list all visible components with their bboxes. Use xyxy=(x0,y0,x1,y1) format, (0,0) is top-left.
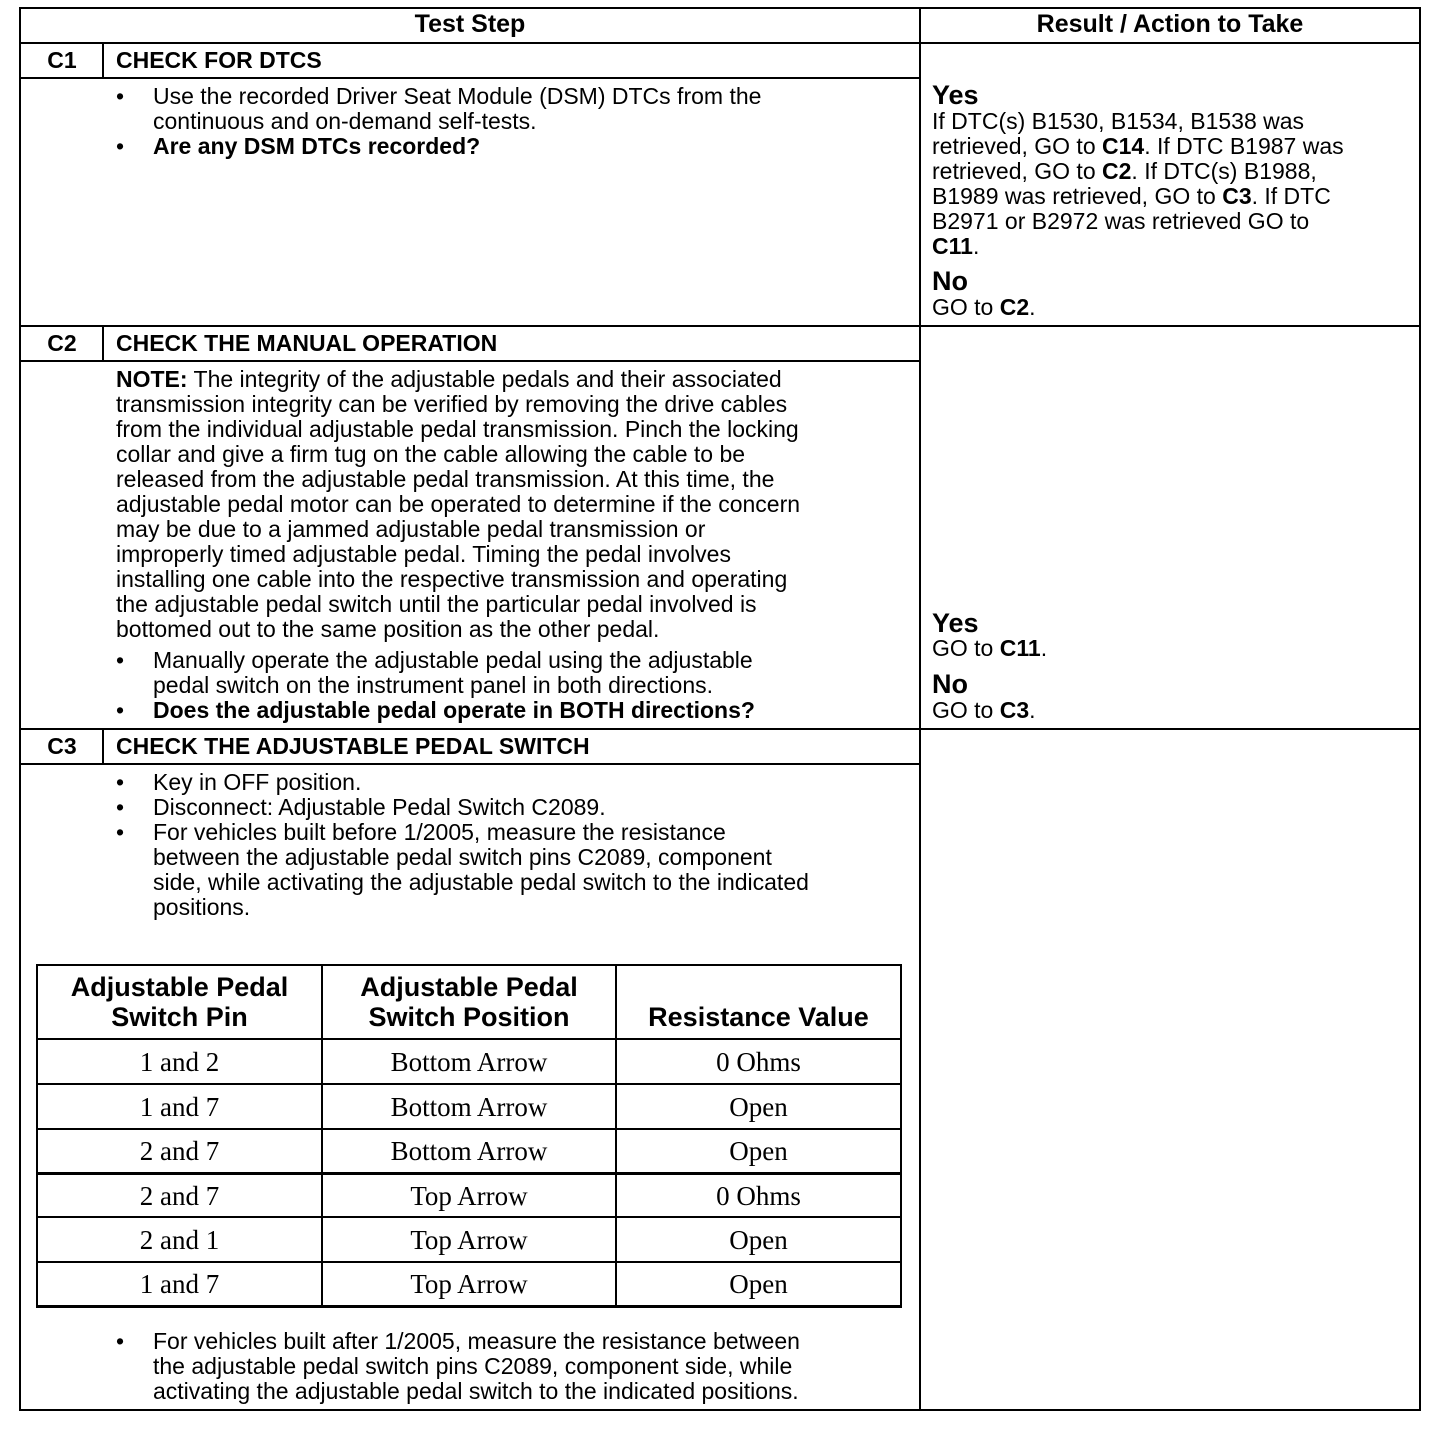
c1-step-id: C1 xyxy=(47,47,77,73)
c2-note-l3: from the individual adjustable pedal transmission. Pinch the locking xyxy=(116,416,799,442)
c2-note-l11: bottomed out to the same position as the other pedal. xyxy=(116,616,660,642)
c2-note-l6: adjustable pedal motor can be operated to determine if the concern xyxy=(116,491,801,517)
c3-step2: Disconnect: Adjustable Pedal Switch C2089. xyxy=(153,794,606,820)
rt-r6-position: Top Arrow xyxy=(410,1269,528,1299)
c1-yes-l3: retrieved, GO to C2. If DTC(s) B1988, xyxy=(932,158,1317,184)
c1-step1-l2: continuous and on-demand self-tests. xyxy=(153,108,537,134)
rt-r4-pin: 2 and 7 xyxy=(139,1181,220,1211)
c1-no-action: GO to C2. xyxy=(932,294,1036,320)
rt-r4-position: Top Arrow xyxy=(410,1181,528,1211)
rt-col1-header: Adjustable Pedal Switch Pin xyxy=(70,972,289,1032)
rt-r6-pin: 1 and 7 xyxy=(139,1269,220,1299)
c2-bullet-2: • xyxy=(116,697,125,723)
c3-step-id: C3 xyxy=(47,733,77,759)
c3-step3-l4: positions. xyxy=(153,894,251,920)
c2-note-l2: transmission integrity can be verified by removing the drive cables xyxy=(116,391,788,417)
c2-step1-l2: pedal switch on the instrument panel in both directions. xyxy=(153,672,713,698)
rt-r5-position: Top Arrow xyxy=(410,1225,528,1255)
rt-r1-pin: 1 and 2 xyxy=(139,1047,220,1077)
c1-yes-l2: retrieved, GO to C14. If DTC B1987 was xyxy=(932,133,1344,159)
c1-yes-l4: B1989 was retrieved, GO to C3. If DTC xyxy=(932,183,1331,209)
rt-r1-value: 0 Ohms xyxy=(716,1047,801,1077)
c1-bottom-line xyxy=(19,325,1421,327)
rt-top xyxy=(36,964,902,966)
rt-r5-value: Open xyxy=(729,1225,788,1255)
c2-note-l5: released from the adjustable pedal transmission. At this time, the xyxy=(116,466,775,492)
c2-no-label: No xyxy=(932,669,968,699)
rt-col2-header: Adjustable Pedal Switch Position xyxy=(360,972,578,1032)
c2-no-action: GO to C3. xyxy=(932,697,1036,723)
c1-bullet-1: • xyxy=(116,83,125,109)
rt-right xyxy=(900,964,902,1308)
c2-bullet-1: • xyxy=(116,647,125,673)
rt-r5-pin: 2 and 1 xyxy=(139,1225,220,1255)
c1-no-label: No xyxy=(932,266,968,296)
rt-r4-value: 0 Ohms xyxy=(716,1181,801,1211)
c2-note-l7: may be due to a jammed adjustable pedal transmission or xyxy=(116,516,706,542)
rt-r2-value: Open xyxy=(729,1092,788,1122)
c1-yes-label: Yes xyxy=(932,80,979,110)
c2-yes-action: GO to C11. xyxy=(932,635,1048,661)
c2-title: CHECK THE MANUAL OPERATION xyxy=(116,330,498,356)
c3-step3-l1: For vehicles built before 1/2005, measure the resistance xyxy=(153,819,726,845)
rt-r6-value: Open xyxy=(729,1269,788,1299)
c3-step4-l3: activating the adjustable pedal switch to the indicated positions. xyxy=(153,1378,799,1404)
c3-step4-l2: the adjustable pedal switch pins C2089, component side, while xyxy=(153,1353,793,1379)
rt-r2-position: Bottom Arrow xyxy=(390,1092,548,1122)
c3-step3-l2: between the adjustable pedal switch pins C2089, component xyxy=(153,844,772,870)
c2-step2: Does the adjustable pedal operate in BOTH directions? xyxy=(153,697,755,723)
header-divider xyxy=(19,42,1421,44)
c2-step1-l1: Manually operate the adjustable pedal using the adjustable xyxy=(153,647,753,673)
c3-step3-l3: side, while activating the adjustable pedal switch to the indicated xyxy=(153,869,809,895)
c3-title-underline xyxy=(19,763,921,765)
c2-step-id: C2 xyxy=(47,330,77,356)
c3-title: CHECK THE ADJUSTABLE PEDAL SWITCH xyxy=(116,733,590,759)
c3-bullet-3: • xyxy=(116,819,125,845)
c2-note-l8: improperly timed adjustable pedal. Timing the pedal involves xyxy=(116,541,731,567)
c2-note-l10: the adjustable pedal switch until the particular pedal involved is xyxy=(116,591,757,617)
c1-yes-l5: B2971 or B2972 was retrieved GO to xyxy=(932,208,1310,234)
table-border-left xyxy=(19,7,21,1411)
c2-note-l1: NOTE: The integrity of the adjustable pedals and their associated xyxy=(116,366,782,392)
rt-r2-pin: 1 and 7 xyxy=(139,1092,220,1122)
rt-col3-header: Resistance Value xyxy=(648,1002,869,1032)
rt-r3-pin: 2 and 7 xyxy=(139,1136,220,1166)
column-divider xyxy=(919,7,921,1411)
c3-step4-l1: For vehicles built after 1/2005, measure the resistance between xyxy=(153,1328,800,1354)
c3-bullet-1: • xyxy=(116,769,125,795)
table-border-bottom xyxy=(19,1409,1421,1411)
c2-bottom-line xyxy=(19,728,1421,730)
rt-r1-position: Bottom Arrow xyxy=(390,1047,548,1077)
test-step-header: Test Step xyxy=(414,10,526,38)
c1-yes-l1: If DTC(s) B1530, B1534, B1538 was xyxy=(932,108,1305,134)
rt-r3-value: Open xyxy=(729,1136,788,1166)
c1-title-underline xyxy=(19,77,921,79)
c3-bullet-4: • xyxy=(116,1328,125,1354)
c1-yes-l6: C11. xyxy=(932,233,980,259)
c2-note-l4: collar and give a firm tug on the cable allowing the cable to be xyxy=(116,441,746,467)
c3-bullet-2: • xyxy=(116,794,125,820)
c1-title: CHECK FOR DTCS xyxy=(116,47,322,73)
c2-note-l9: installing one cable into the respective transmission and operating xyxy=(116,566,788,592)
table-border-right xyxy=(1419,7,1421,1411)
c3-step1: Key in OFF position. xyxy=(153,769,362,795)
c1-bullet-2: • xyxy=(116,133,125,159)
c2-yes-label: Yes xyxy=(932,608,979,638)
rt-r3-position: Bottom Arrow xyxy=(390,1136,548,1166)
c2-title-underline xyxy=(19,360,921,362)
result-header: Result / Action to Take xyxy=(1036,10,1304,38)
c1-step1-l1: Use the recorded Driver Seat Module (DSM) DTCs from the xyxy=(153,83,762,109)
c1-step2: Are any DSM DTCs recorded? xyxy=(153,133,481,159)
